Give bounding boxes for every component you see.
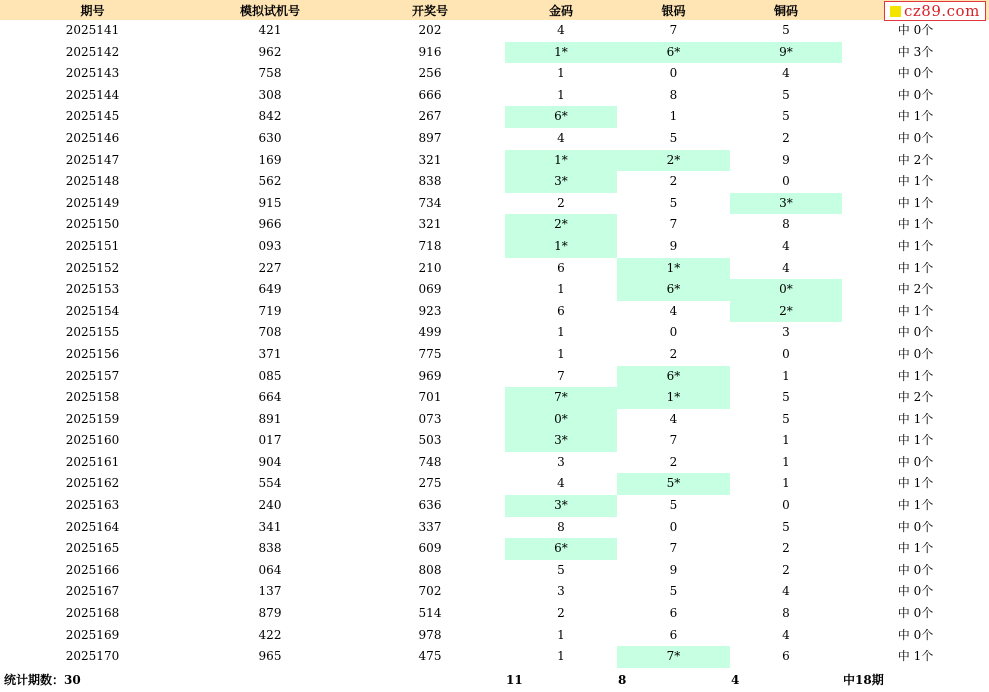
period-cell: 2025149 [65,195,120,210]
copper-cell: 9* [730,42,842,64]
table-row [0,625,989,647]
period-cell: 2025141 [65,23,120,37]
gold-cell: 3* [505,171,617,193]
footer-gold-total: 11 [506,672,523,687]
draw-number-cell: 734 [418,195,442,210]
result-cell: 中 1个 [897,303,934,318]
period-cell: 2025169 [65,627,120,642]
copper-cell: 1 [782,433,790,448]
silver-cell: 1* [617,258,730,280]
period-cell: 2025150 [65,217,120,232]
result-cell: 中 1个 [897,217,934,232]
table-row [0,517,989,539]
result-cell: 中 1个 [897,476,934,491]
header-period: 期号 [0,0,185,20]
gold-cell: 4 [557,476,565,491]
sim-number-cell: 708 [258,325,282,340]
sim-number-cell: 891 [258,411,282,426]
draw-number-cell: 202 [418,23,442,37]
gold-cell: 1 [557,346,565,361]
gold-cell: 3* [505,430,617,452]
copper-cell: 0 [782,498,790,513]
sim-number-cell: 838 [258,541,282,556]
result-cell: 中 1个 [897,238,934,253]
table-row [0,42,989,64]
sim-number-cell: 371 [258,346,282,361]
copper-cell: 2 [782,541,790,556]
copper-cell: 3* [730,193,842,215]
period-cell: 2025160 [65,433,120,448]
sim-number-cell: 064 [258,562,282,577]
table-row [0,603,989,625]
table-row [0,193,989,215]
draw-number-cell: 337 [418,519,442,534]
draw-number-cell: 748 [418,454,442,469]
copper-cell: 6 [782,649,790,664]
gold-cell: 2 [557,606,565,621]
header-silver: 银码 [617,0,730,20]
period-cell: 2025157 [65,368,120,383]
logo-square-icon [890,6,901,17]
silver-cell: 1 [669,109,678,124]
silver-cell: 7 [669,23,678,37]
gold-cell: 1 [557,649,565,664]
period-cell: 2025161 [65,454,120,469]
table-row [0,150,989,172]
result-cell: 中 0个 [897,130,934,145]
footer-row [0,668,989,692]
footer-result-total: 中18期 [843,672,884,687]
copper-cell: 5 [782,23,790,37]
copper-cell: 4 [782,260,790,275]
silver-cell: 4 [669,411,678,426]
sim-number-cell: 664 [258,390,282,405]
copper-cell: 2* [730,301,842,323]
gold-cell: 3 [557,584,565,599]
table-row [0,258,989,280]
copper-cell: 3 [782,325,790,340]
sim-number-cell: 085 [258,368,282,383]
sim-number-cell: 227 [258,260,282,275]
result-cell: 中 1个 [897,649,934,664]
copper-cell: 5 [782,109,790,124]
silver-cell: 4 [669,303,678,318]
gold-cell: 1* [505,150,617,172]
table-body [0,20,989,668]
table-row [0,106,989,128]
copper-cell: 1 [782,476,790,491]
gold-cell: 0* [505,409,617,431]
table-row [0,646,989,668]
silver-cell: 0 [669,325,678,340]
silver-cell: 2 [669,346,678,361]
silver-cell: 2 [669,174,678,189]
table-row [0,430,989,452]
header-gold: 金码 [505,0,617,20]
table-row [0,214,989,236]
draw-number-cell: 609 [418,541,442,556]
period-cell: 2025170 [65,649,120,664]
result-cell: 中 0个 [897,562,934,577]
draw-number-cell: 275 [418,476,442,491]
sim-number-cell: 649 [258,282,282,297]
table-row [0,236,989,258]
draw-number-cell: 210 [418,260,442,275]
period-cell: 2025163 [65,498,120,513]
table-row [0,495,989,517]
period-cell: 2025166 [65,562,120,577]
silver-cell: 8 [669,87,678,102]
sim-number-cell: 965 [258,649,282,664]
gold-cell: 1 [557,325,565,340]
period-cell: 2025153 [65,282,120,297]
gold-cell: 8 [557,519,565,534]
copper-cell: 5 [782,87,790,102]
result-cell: 中 2个 [897,152,934,167]
draw-number-cell: 499 [418,325,442,340]
copper-cell: 5 [782,390,790,405]
sim-number-cell: 719 [258,303,282,318]
period-cell: 2025154 [65,303,120,318]
header-sim-number: 模拟试机号 [185,0,355,20]
silver-cell: 7 [669,541,678,556]
gold-cell: 6* [505,106,617,128]
sim-number-cell: 554 [258,476,282,491]
gold-cell: 4 [557,130,565,145]
copper-cell: 4 [782,627,790,642]
silver-cell: 6* [617,42,730,64]
draw-number-cell: 256 [418,66,442,81]
footer-silver-total: 8 [618,672,627,687]
result-cell: 中 0个 [897,584,934,599]
silver-cell: 5 [669,195,678,210]
copper-cell: 8 [782,217,790,232]
silver-cell: 7 [669,217,678,232]
copper-cell: 8 [782,606,790,621]
table-row [0,387,989,409]
silver-cell: 6* [617,279,730,301]
period-cell: 2025159 [65,411,120,426]
copper-cell: 2 [782,130,790,145]
result-cell: 中 1个 [897,260,934,275]
draw-number-cell: 503 [418,433,442,448]
copper-cell: 0 [782,346,790,361]
copper-cell: 5 [782,411,790,426]
silver-cell: 2 [669,454,678,469]
result-cell: 中 1个 [897,174,934,189]
result-cell: 中 3个 [897,44,934,59]
result-cell: 中 1个 [897,368,934,383]
result-cell: 中 1个 [897,541,934,556]
result-cell: 中 0个 [897,519,934,534]
gold-cell: 4 [557,23,565,37]
result-cell: 中 1个 [897,498,934,513]
silver-cell: 0 [669,519,678,534]
draw-number-cell: 838 [418,174,442,189]
table-row [0,452,989,474]
sim-number-cell: 758 [258,66,282,81]
silver-cell: 7 [669,433,678,448]
sim-number-cell: 904 [258,454,282,469]
gold-cell: 1* [505,236,617,258]
copper-cell: 1 [782,368,790,383]
gold-cell: 2 [557,195,565,210]
copper-cell: 5 [782,519,790,534]
copper-cell: 4 [782,66,790,81]
table-row [0,301,989,323]
draw-number-cell: 475 [418,649,442,664]
table-row [0,85,989,107]
table-row [0,560,989,582]
period-cell: 2025156 [65,346,120,361]
sim-number-cell: 421 [258,23,282,37]
silver-cell: 6 [669,606,678,621]
period-cell: 2025168 [65,606,120,621]
copper-cell: 0 [782,174,790,189]
table-row [0,20,989,42]
table-row [0,344,989,366]
draw-number-cell: 636 [418,498,442,513]
sim-number-cell: 915 [258,195,282,210]
period-cell: 2025165 [65,541,120,556]
silver-cell: 5 [669,584,678,599]
silver-cell: 1* [617,387,730,409]
sim-number-cell: 093 [258,238,282,253]
silver-cell: 5* [617,473,730,495]
table-row [0,322,989,344]
result-cell: 中 0个 [897,346,934,361]
period-cell: 2025164 [65,519,120,534]
result-cell: 中 1个 [897,411,934,426]
result-cell: 中 0个 [897,325,934,340]
gold-cell: 6* [505,538,617,560]
silver-cell: 9 [669,562,678,577]
header-draw-number: 开奖号 [355,0,505,20]
table-row [0,128,989,150]
gold-cell: 1 [557,282,565,297]
sim-number-cell: 137 [258,584,282,599]
site-logo[interactable] [884,1,986,21]
sim-number-cell: 630 [258,130,282,145]
sim-number-cell: 966 [258,217,282,232]
copper-cell: 4 [782,238,790,253]
gold-cell: 3 [557,454,565,469]
draw-number-cell: 916 [418,44,442,59]
draw-number-cell: 514 [418,606,442,621]
period-cell: 2025145 [65,109,120,124]
silver-cell: 0 [669,66,678,81]
table-row [0,366,989,388]
footer-copper-total: 4 [731,672,740,687]
footer-period-count: 统计期数：30 [4,672,81,687]
gold-cell: 1 [557,66,565,81]
result-cell: 中 0个 [897,66,934,81]
draw-number-cell: 775 [418,346,442,361]
draw-number-cell: 666 [418,87,442,102]
period-cell: 2025143 [65,66,120,81]
silver-cell: 6 [669,627,678,642]
sim-number-cell: 962 [258,44,282,59]
header-row [0,0,989,20]
result-cell: 中 1个 [897,195,934,210]
result-cell: 中 0个 [897,87,934,102]
result-cell: 中 1个 [897,433,934,448]
period-cell: 2025162 [65,476,120,491]
copper-cell: 4 [782,584,790,599]
period-cell: 2025158 [65,390,120,405]
period-cell: 2025146 [65,130,120,145]
gold-cell: 6 [557,260,565,275]
silver-cell: 5 [669,130,678,145]
result-cell: 中 0个 [897,23,934,37]
result-cell: 中 1个 [897,109,934,124]
silver-cell: 5 [669,498,678,513]
gold-cell: 5 [557,562,565,577]
period-cell: 2025151 [65,238,120,253]
gold-cell: 2* [505,214,617,236]
table-row [0,473,989,495]
period-cell: 2025167 [65,584,120,599]
gold-cell: 3* [505,495,617,517]
copper-cell: 2 [782,562,790,577]
result-cell: 中 0个 [897,627,934,642]
draw-number-cell: 069 [418,282,442,297]
gold-cell: 1* [505,42,617,64]
silver-cell: 7* [617,646,730,668]
silver-cell: 9 [669,238,678,253]
copper-cell: 0* [730,279,842,301]
sim-number-cell: 562 [258,174,282,189]
result-cell: 中 2个 [897,390,934,405]
period-cell: 2025144 [65,87,120,102]
period-cell: 2025148 [65,174,120,189]
gold-cell: 7 [557,368,565,383]
copper-cell: 1 [782,454,790,469]
table-row [0,63,989,85]
silver-cell: 2* [617,150,730,172]
sim-number-cell: 308 [258,87,282,102]
logo-text: cz89.com [904,2,980,20]
result-cell: 中 0个 [897,606,934,621]
sim-number-cell: 169 [258,152,282,167]
draw-number-cell: 808 [418,562,442,577]
period-cell: 2025152 [65,260,120,275]
sim-number-cell: 341 [258,519,282,534]
table-row [0,279,989,301]
period-cell: 2025155 [65,325,120,340]
table-row [0,171,989,193]
draw-number-cell: 718 [418,238,442,253]
draw-number-cell: 969 [418,368,442,383]
draw-number-cell: 923 [418,303,442,318]
table-row [0,409,989,431]
gold-cell: 1 [557,87,565,102]
draw-number-cell: 073 [418,411,442,426]
gold-cell: 6 [557,303,565,318]
sim-number-cell: 422 [258,627,282,642]
header-copper: 铜码 [730,0,842,20]
silver-cell: 6* [617,366,730,388]
draw-number-cell: 267 [418,109,442,124]
sim-number-cell: 017 [258,433,282,448]
period-cell: 2025142 [65,44,120,59]
sim-number-cell: 879 [258,606,282,621]
draw-number-cell: 321 [418,152,442,167]
draw-number-cell: 702 [418,584,442,599]
table-row [0,581,989,603]
period-cell: 2025147 [65,152,120,167]
result-cell: 中 0个 [897,454,934,469]
gold-cell: 1 [557,627,565,642]
draw-number-cell: 897 [418,130,442,145]
draw-number-cell: 321 [418,217,442,232]
sim-number-cell: 842 [258,109,282,124]
draw-number-cell: 701 [418,390,442,405]
table-row [0,538,989,560]
copper-cell: 9 [782,152,790,167]
gold-cell: 7* [505,387,617,409]
sim-number-cell: 240 [258,498,282,513]
draw-number-cell: 978 [418,627,442,642]
result-cell: 中 2个 [897,282,934,297]
